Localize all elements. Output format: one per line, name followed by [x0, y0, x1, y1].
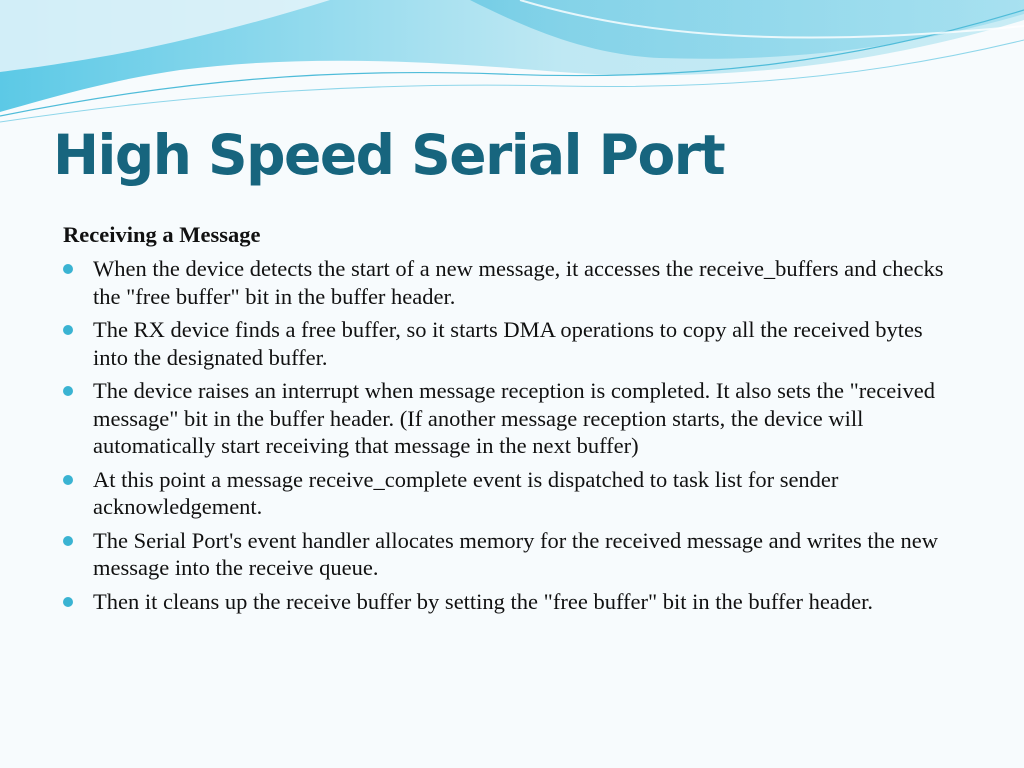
bullet-item	[63, 588, 963, 616]
bullet-text: The RX device finds a free buffer, so it starts DMA operations to copy all the received bytes into the designated buffer.	[93, 317, 923, 370]
bullet-item	[63, 466, 963, 521]
bullet-text: The device raises an interrupt when message reception is completed. It also sets the "received message" bit in the buffer header. (If another message reception starts, the device will automatically start receiving that message in the next buffer)	[93, 378, 935, 458]
bullet-list	[63, 255, 963, 621]
bullet-text: At this point a message receive_complete event is dispatched to task list for sender acknowledgement.	[93, 466, 839, 519]
bullet-item	[63, 316, 963, 371]
bullet-dot-icon	[63, 386, 73, 396]
bullet-item	[63, 527, 963, 582]
bullet-dot-icon	[63, 325, 73, 335]
bullet-dot-icon	[63, 597, 73, 607]
bullet-text: The Serial Port's event handler allocates memory for the received message and writes the new message into the receive queue.	[93, 527, 938, 580]
section-heading: Receiving a Message	[63, 222, 261, 247]
bullet-item	[63, 377, 963, 460]
header-wave-decoration	[0, 0, 1024, 130]
slide-title: High Speed Serial Port	[53, 123, 725, 187]
bullet-dot-icon	[63, 264, 73, 274]
bullet-dot-icon	[63, 536, 73, 546]
bullet-item	[63, 255, 963, 310]
bullet-dot-icon	[63, 475, 73, 485]
bullet-text: When the device detects the start of a new message, it accesses the receive_buffers and checks the "free buffer" bit in the buffer header.	[93, 256, 944, 309]
bullet-text: Then it cleans up the receive buffer by setting the "free buffer" bit in the buffer header.	[93, 588, 873, 614]
